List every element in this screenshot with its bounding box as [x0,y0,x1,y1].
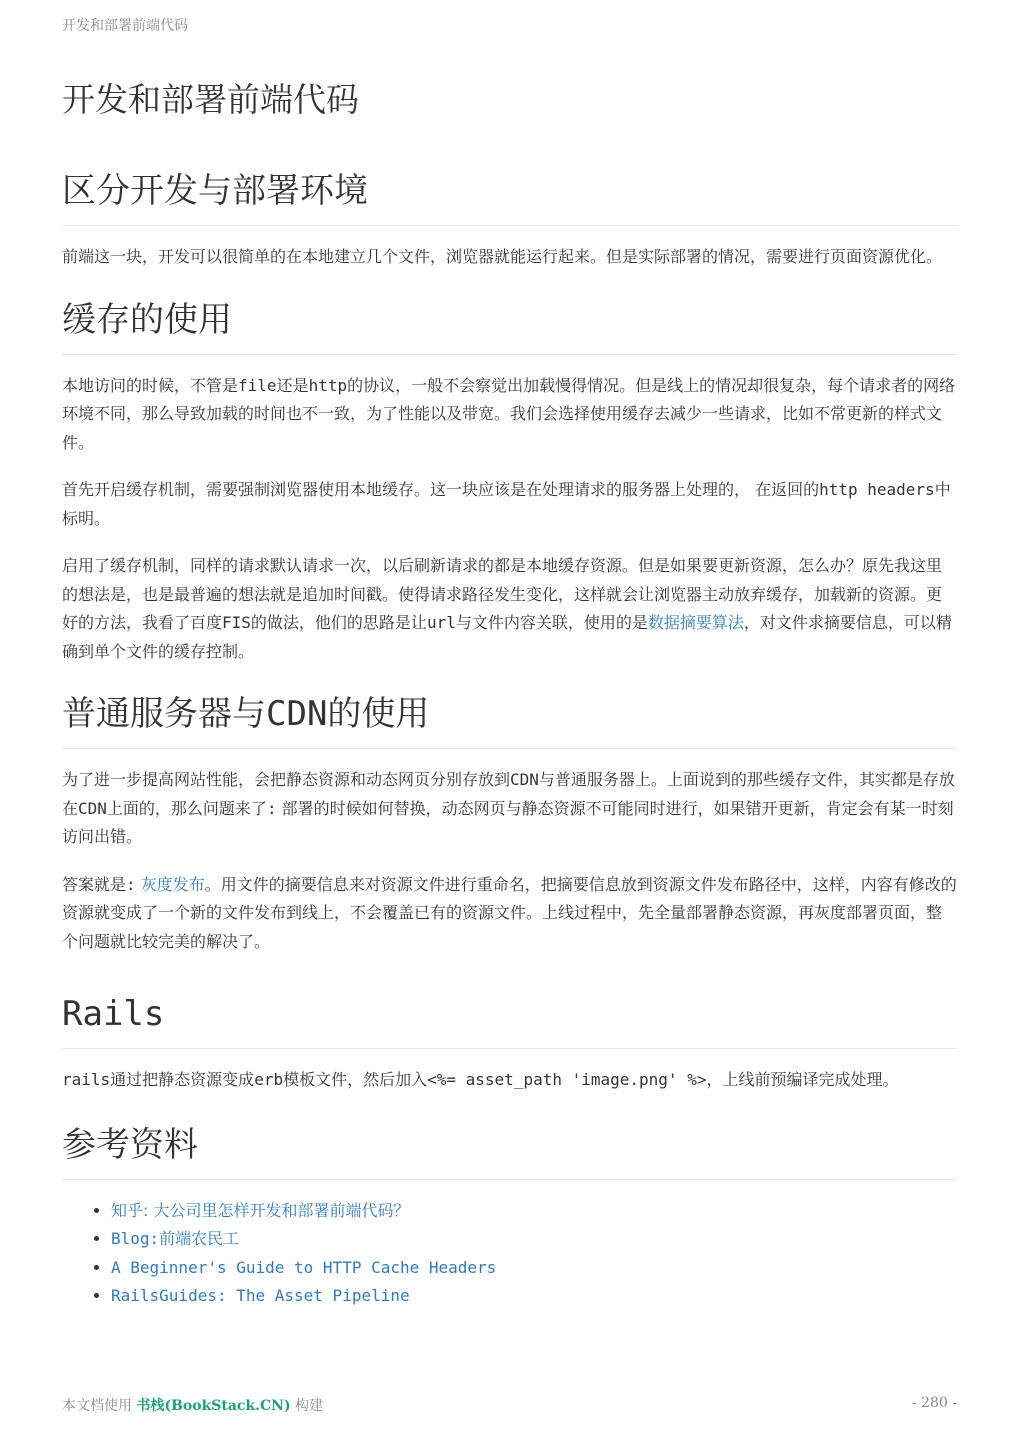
document-title: 开发和部署前端代码 [62,80,359,119]
reference-link-zhihu[interactable]: 知乎: 大公司里怎样开发和部署前端代码？ [111,1200,410,1220]
running-header: 开发和部署前端代码 [62,18,188,34]
page-footer [62,1395,957,1415]
section-title-rails: Rails [62,992,957,1049]
section-title-environment: 区分开发与部署环境 [62,169,957,226]
reference-link-http-cache-headers[interactable]: A Beginner's Guide to HTTP Cache Headers [111,1257,497,1277]
paragraph-cache-3: 启用了缓存机制，同样的请求默认请求一次，以后刷新请求的都是本地缓存资源。但是如果要更新资源，怎么办？原先我这里的想法是，也是最普遍的想法就是追加时间戳。使得请求路径发生变化，这样就会让浏览器主动放弃缓存，加载新的资源。更好的方法，我看了百度FIS的做法，他们的思路是让url与文件内容关联，使用的是数据摘要算法，对文件求摘要信息，可以精确到单个文件的缓存控制。 [62,556,952,661]
paragraph-cdn-1: 为了进一步提高网站性能，会把静态资源和动态网页分别存放到CDN与普通服务器上。上面说到的那些缓存文件，其实都是存放在CDN上面的，那么问题来了: 部署的时候如何替换，动态网页与静态资源不可能同时进行，如果错开更新，肯定会有某一时刻访问出错。 [62,770,955,846]
reference-link-blog[interactable]: Blog:前端农民工 [111,1229,240,1248]
paragraph-cache-1: 本地访问的时候，不管是file还是http的协议，一般不会察觉出加载慢得情况。但是线上的情况却很复杂，每个请求者的网络环境不同，那么导致加载的时间也不一致，为了性能以及带宽。我们会选择使用缓存去减少一些请求，比如不常更新的样式文件。 [62,375,956,452]
paragraph-cache-2: 首先开启缓存机制，需要强制浏览器使用本地缓存。这一块应该是在处理请求的服务器上处理的， 在返回的http headers中标明。 [62,480,951,528]
page-number: - 280 - [911,1395,957,1411]
link-gray-release[interactable]: 灰度发布 [140,874,205,894]
list-item [111,1254,957,1283]
footer-brand-link[interactable]: 书栈(BookStack.CN) [136,1398,291,1414]
document-body [62,72,957,1311]
section-title-references: 参考资料 [62,1123,957,1180]
reference-link-rails-guides[interactable]: RailsGuides: The Asset Pipeline [111,1286,410,1305]
list-item [111,1197,957,1226]
section-title-cdn: 普通服务器与CDN的使用 [62,692,957,749]
paragraph-environment: 前端这一块，开发可以很简单的在本地建立几个文件，浏览器就能运行起来。但是实际部署的情况，需要进行页面资源优化。 [62,247,943,266]
paragraph-rails: rails通过把静态资源变成erb模板文件，然后加入<%= asset_path 'image.png' %>，上线前预编译完成处理。 [62,1070,899,1089]
link-digest-algorithm[interactable]: 数据摘要算法 [647,613,744,632]
list-item [111,1225,957,1254]
reference-list [62,1197,957,1311]
footer-prefix: 本文档使用 [62,1398,137,1414]
paragraph-cdn-2: 答案就是: 灰度发布。用文件的摘要信息来对资源文件进行重命名，把摘要信息放到资源文件发布路径中，这样，内容有修改的资源就变成了一个新的文件发布到线上，不会覆盖已有的资源文件。上线过程中，先全量部署静态资源，再灰度部署页面，整个问题就比较完美的解决了。 [62,874,957,951]
list-item [111,1282,957,1311]
section-title-cache: 缓存的使用 [62,298,957,355]
footer-suffix: 构建 [290,1398,324,1414]
